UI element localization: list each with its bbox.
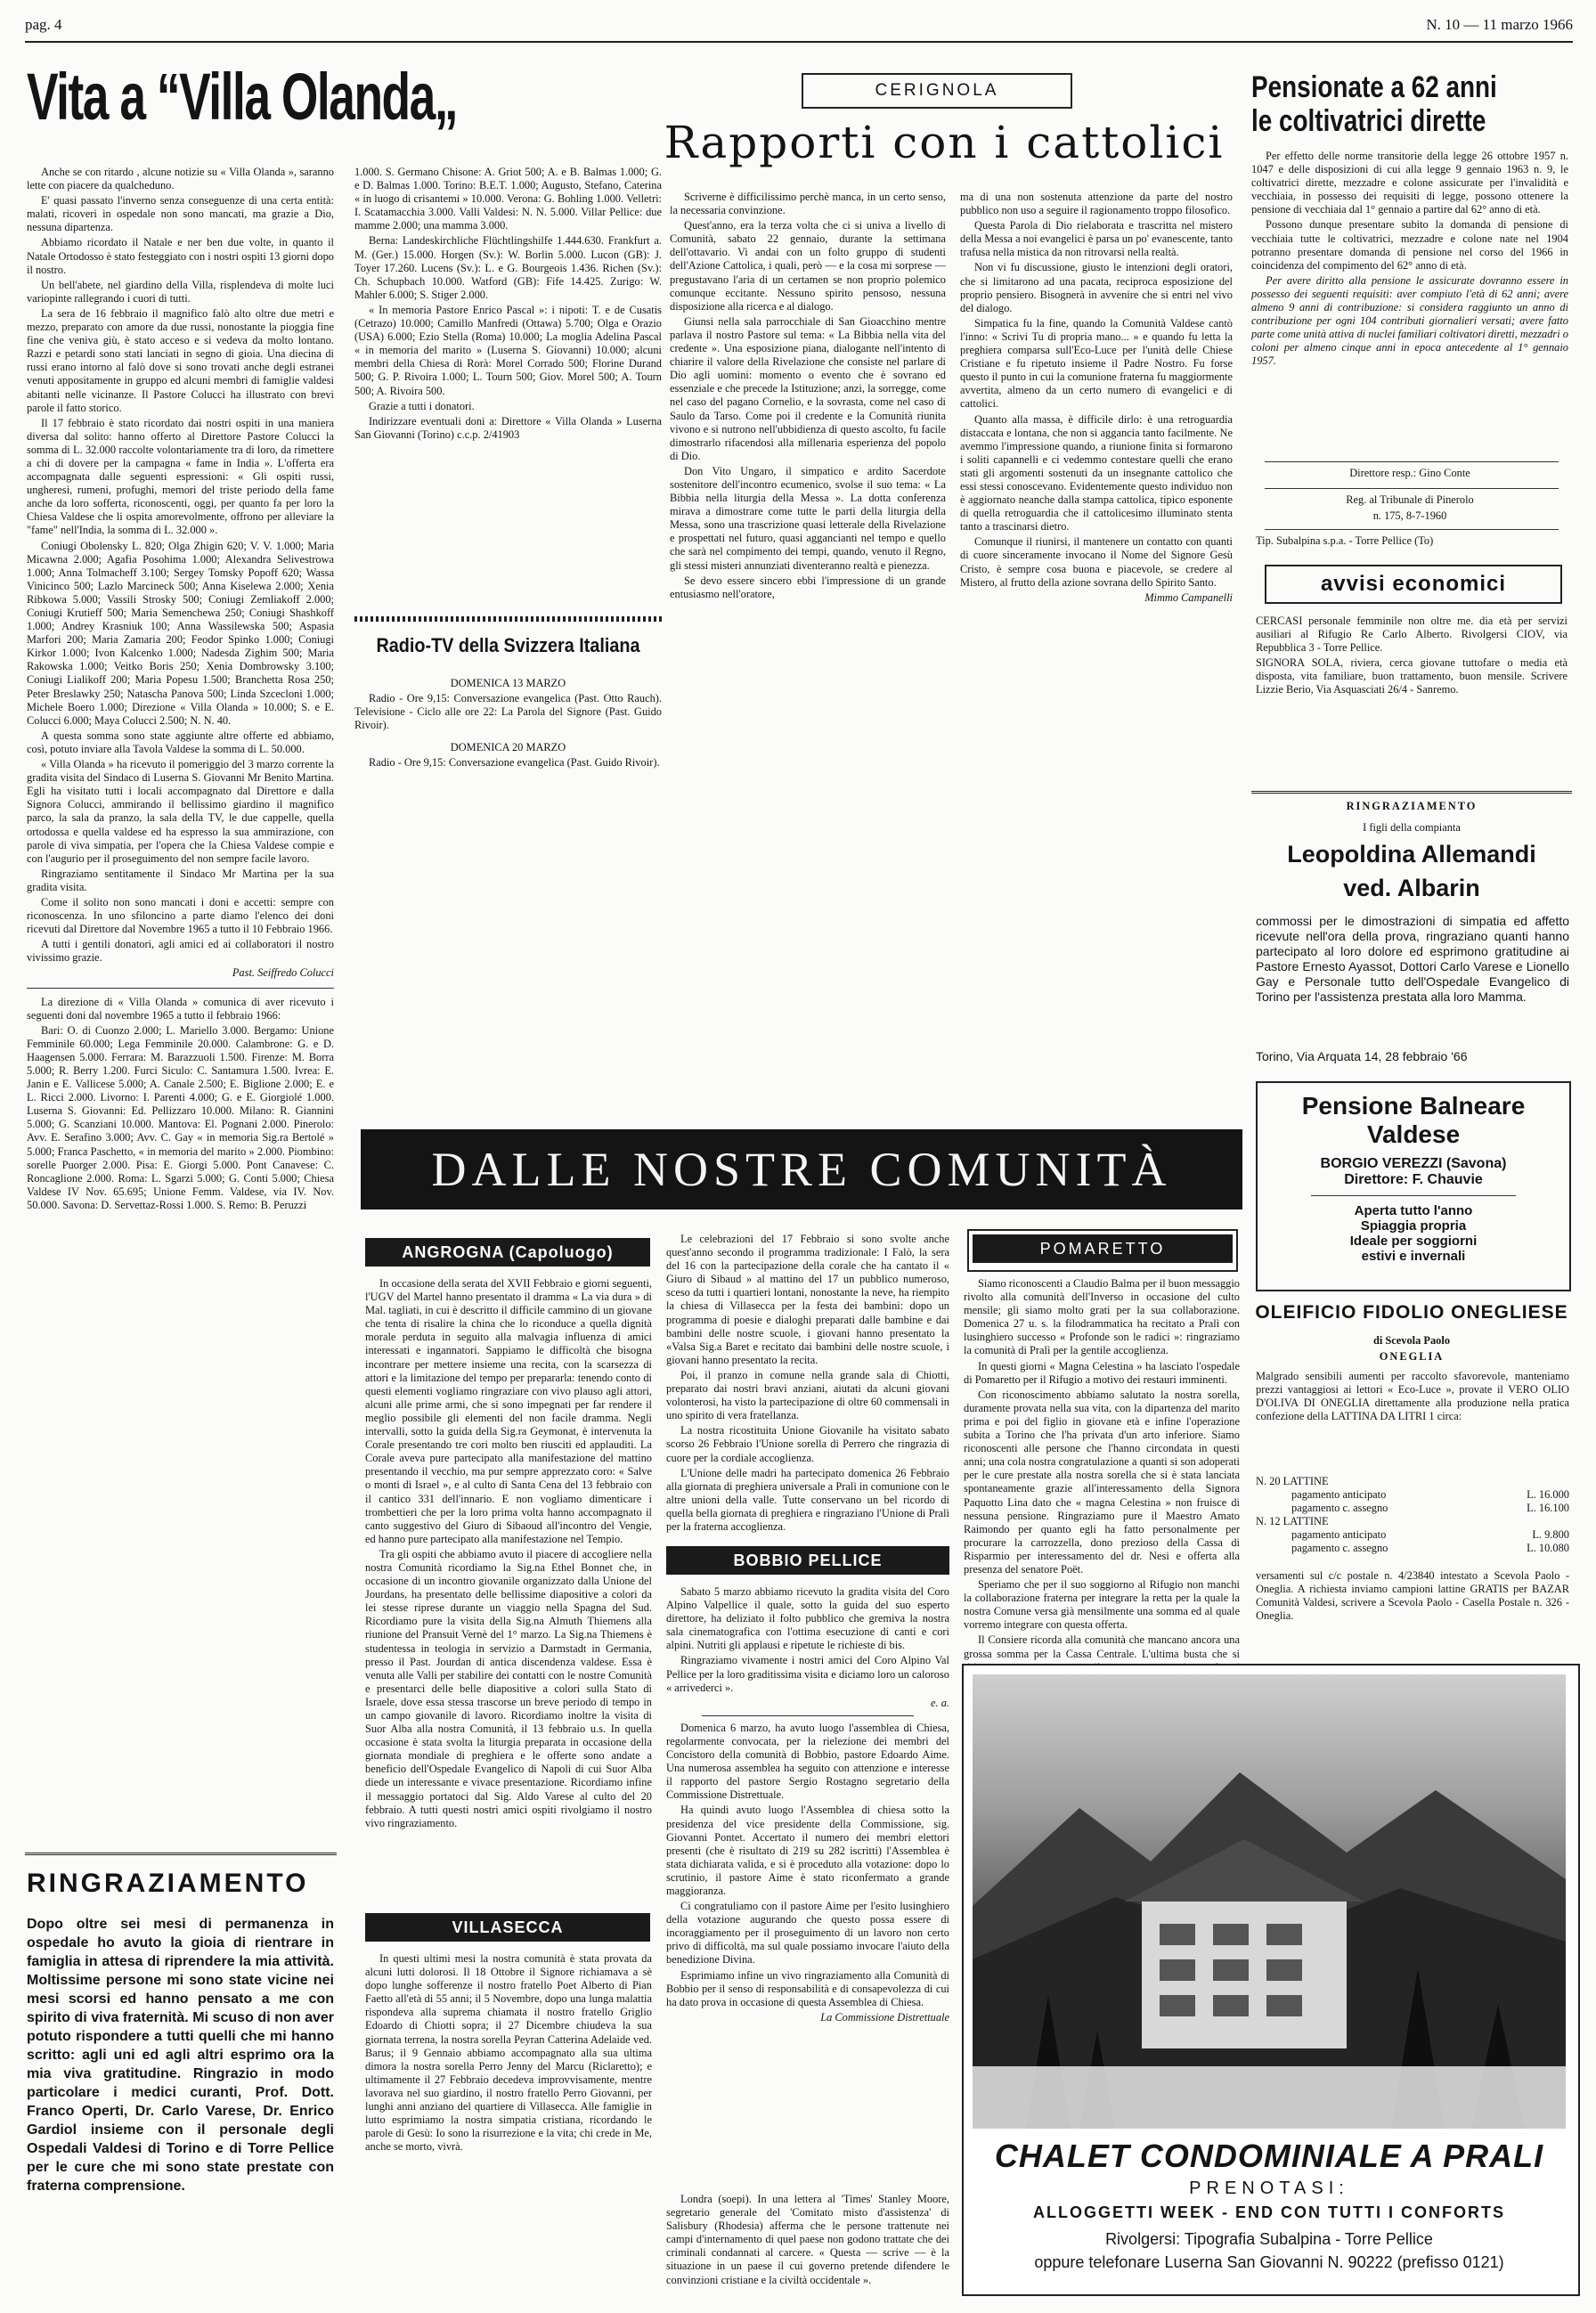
pensione-title: Valdese xyxy=(1366,1120,1461,1148)
villasecca-body xyxy=(365,1952,652,2291)
oleificio-price-table xyxy=(1256,1475,1569,1568)
printer-line: Tip. Subalpina s.p.a. - Torre Pellice (To) xyxy=(1256,534,1434,547)
header-rule xyxy=(25,41,1573,43)
comunita-banner: DALLE NOSTRE COMUNITÀ xyxy=(361,1129,1242,1209)
radio-item: Radio - Ore 9,15: Conversazione evangelica (Past. Otto Rauch). Televisione - Ciclo alle ore 22: La Parola del Signore (Past. Guido Rivoir). xyxy=(354,692,662,732)
radio-schedule xyxy=(354,677,662,891)
cerignola-paragraph: ma di una non sostenuta attenzione da parte del nostro pubblico non uso a seguire il ragionamento troppo filosofico. xyxy=(960,191,1233,217)
pensione-director: Direttore: F. Chauvie xyxy=(1344,1172,1483,1187)
bobbio-paragraph: Esprimiamo infine un vivo ringraziamento alla Comunità di Bobbio per il senso di responsabilità e di consapevolezza di cui ha dato prova in occasione di questa Assemblea di Chiesa. xyxy=(666,1968,949,2008)
oleificio-foot: versamenti sul c/c postale n. 4/23840 intestato a Scevola Paolo - Oneglia. A richiesta inviamo campioni lattine GRATIS per BAZAR Comunità Valdesi, scrivere a Scevola Paolo - Casella Postale n. 326 - Oneglia. xyxy=(1256,1569,1569,1623)
chalet-photo xyxy=(973,1674,1566,2129)
pensione-title: Pensione Balneare xyxy=(1301,1092,1526,1120)
angrogna-paragraph: Tra gli ospiti che abbiamo avuto il piacere di accogliere nella nostra Comunità ricordiamo la Sig.na Ethel Bonnet che, in occasione di un incontro giovanile organizzato dalla Unione del Jourdans, ha presentato delle bellissime diapositive a colori da lei stesse riprese durante un viaggio nella Spagna del Sud. Ricordiamo pure la visita della Sig.na Almuth Thiemens alla riunione del Pransuit Vernè del 1° marzo. La Sig.na Thiemens è studentessa in teologia in servizio a Darmstadt in Germania, presso il Past. Jourdan di antica discendenza valdese. Essa è venuta alle Valli per stabilire dei contatti con le nostre Comunità e presentarci delle belle diapositive a colori sulla Stato di Israele, dove essa stessa trascorse un breve periodo di tempo in un campo giovanile di lavoro. Ricordiamo inoltre la visita di Suor Alba alla nostra Comunità, il 13 febbraio u.s. In quella occasione è stata svolta la liturgia preparata in occasione della giornata mondiale di preghiera e le offerte sono andate a beneficio dell'Ospedale Evangelico di Napoli di cui Suor Alba diede un interessante e vivace presentazione. Ricordiamo infine il messaggio portatoci dal Sig. Aldo Varese al culto del 20 febbraio. A tutti questi nostri amici ospiti rivolgiamo il nostro vivo ringraziamento. xyxy=(365,1547,652,1829)
cerignola-paragraph: Don Vito Ungaro, il simpatico e ardito Sacerdote sostenitore dell'incontro ecumenico, svolse il suo tema: « La Bibbia nella liturgia della Messa ». La dotta conferenza mirava a dimostrare come tutte le parti della liturgia della Messa, sono una trascrizione quasi letterale della Rivelazione e prospettati nel futuro, quasi aggancianti nel tempo e quello che sarà nel compimento dei tempi, quando, venuto il Regno, gli stessi misteri annunziati diventeranno realtà e pienezza. xyxy=(670,464,946,572)
londra-news xyxy=(666,2193,949,2298)
divider xyxy=(1311,1195,1516,1196)
vita-paragraph: Anche se con ritardo , alcune notizie su « Villa Olanda », saranno lette con piacere da qualcheduno. xyxy=(27,166,334,192)
vita-paragraph: Come il solito non sono mancati i doni e accetti: sempre con riconoscenza. In uno sfiloncino a parte diamo l'elenco dei doni ricevuti dal Direttore dal Novembre 1965 a tutto il 10 Febbraio 1966. xyxy=(27,895,334,936)
price-label: pagamento anticipato xyxy=(1291,1528,1387,1542)
cerignola-paragraph: Giunsi nella sala parrocchiale di San Gioacchino mentre parlava il nostro Pastore sul tema: « La Bibbia nella vita del credente ». Una esposizione piana, dialogante nell'intento di chiarire il valore della Rivelazione che consiste nel parlare di Dio agli uomini: momento o evento che è sovrano ed essenziale e che precede la Istituzione; anzi, la sorregge, come nel caso del pagano Cornelio, e la sovrasta, come nel caso di Saulo da Tarso. Come poi il credente e la Comunità riunita vivono e si nutrono nell'ubbidienza di questo ascolto, fu facile dimostrarlo rifacendosi alla millenaria esperienza del popolo di Dio. xyxy=(670,314,946,462)
cerignola-paragraph: Non vi fu discussione, giusto le intenzioni degli oratori, che si limitarono ad una pacata, reciproca esposizione del proprio pensiero. Bisognerà in avvenire che si entri nel vivo del dialogo. xyxy=(960,261,1233,314)
cerignola-column-2 xyxy=(960,191,1233,1117)
price-label: N. 20 LATTINE xyxy=(1256,1475,1329,1487)
pensione-line: Spiaggia propria xyxy=(1360,1218,1467,1234)
divider xyxy=(354,616,662,622)
middle-paragraph: La nostra ricostituita Unione Giovanile ha visitato sabato scorso 26 Febbraio l'Unione sorella di Perrero che ringrazia di cuore per la cordiale accoglienza. xyxy=(666,1424,949,1464)
pensione-line: Aperta tutto l'anno xyxy=(1354,1203,1473,1218)
chalet-ad xyxy=(962,1664,1580,2296)
issue-date: N. 10 — 11 marzo 1966 xyxy=(1426,16,1573,33)
registration-2: n. 175, 8-7-1960 xyxy=(1372,509,1447,522)
price-row xyxy=(1256,1502,1569,1515)
divider xyxy=(1265,529,1559,530)
pensione-ad xyxy=(1256,1081,1571,1291)
radio-day: DOMENICA 13 MARZO xyxy=(450,677,566,689)
ringraziamento-title: RINGRAZIAMENTO xyxy=(27,1869,309,1898)
avvisi-list xyxy=(1256,615,1568,784)
cerignola-signature: Mimmo Campanelli xyxy=(1144,590,1233,604)
pensione-line: estivi e invernali xyxy=(1361,1249,1466,1264)
cerignola-headline: Rapporti con i cattolici xyxy=(664,117,1225,168)
divider xyxy=(1251,791,1572,794)
vita-donations-cont: 1.000. S. Germano Chisone: A. Griot 500; A. e B. Balmas 1.000; G. e D. Balmas 1.000. Torino: B.E.T. 1.000; Augusto, Stefano, Caterina « in luogo di crisantemi » 10.000. Verona: G. Bohling 1.000. Velletri: I. Scatamacchia 3.000. Valli Valdesi: N. N. 5.000. Villar Pellice: due mamme 2.000; una mamma 3.000. xyxy=(354,166,662,232)
avvisi-title: avvisi economici xyxy=(1265,565,1562,604)
pensionate-paragraph: Possono dunque presentare subito la domanda di pensione di vecchiaia tutte le coltivatrici, mezzadre e colone nate nel 1904 potranno presentare domanda di pensione nel corso del 1966 in coincidenza del compimento del 62° anno di età. xyxy=(1251,218,1568,272)
angrogna-body xyxy=(365,1277,652,1883)
chalet-line: Rivolgersi: Tipografia Subalpina - Torre Pellice xyxy=(1105,2230,1433,2248)
ringraziamento-right-name: ved. Albarin xyxy=(1343,875,1480,901)
ringraziamento-body: Dopo oltre sei mesi di permanenza in ospedale ho avuto la gioia di rientrare in famiglia in attesa di riprendere la mia attività. Moltissime persone mi sono state vicine nei mesi scorsi ed hanno pensato a me con spirito di viva fraternità. Mi scuso di non aver potuto rispondere a tutti quelli che mi hanno scritto: agli uni ed agli altri esprimo ora la mia viva gratitudine. Ringrazio in modo particolare i medici curanti, Prof. Dott. Franco Operti, Dr. Carlo Varese, Dr. Enrico Gardiol insieme con il personale degli Ospedali Valdesi di Torino e di Torre Pellice per le cure che mi sono state prestate con fraterna comprensione. xyxy=(27,1917,334,2194)
vita-paragraph: A questa somma sono state aggiunte altre offerte ed abbiamo, così, potuto inviare alla Tavola Valdese la somma di L. 50.000. xyxy=(27,729,334,755)
pensione-location: BORGIO VEREZZI (Savona) xyxy=(1320,1156,1507,1171)
ringraziamento-right-title: RINGRAZIAMENTO xyxy=(1346,800,1478,812)
ringraziamento-right-place: Torino, Via Arquata 14, 28 febbraio '66 xyxy=(1256,1049,1468,1063)
middle-paragraph: Le celebrazioni del 17 Febbraio si sono svolte anche quest'anno secondo il programma tradizionale: I Falò, la sera del 16 con la partecipazione della corale che ha cantato il « Giuro di Sibaud » al mattino del 17 un pubblico numeroso, sceso da tutti i quartieri lontani, nonostante la neve, ha riempito la chiesa di Villasecca per la festa dei bambini: dopo un programma di poesie e dialoghi preparati dalle bambine e dai bambini delle nostre scuole, i giovani hanno presentato la «Valsa Sig.a Baret e recitato dai bambini delle nostre scuole, i giovani hanno presentato la recita. xyxy=(666,1233,949,1366)
oleificio-title: OLEIFICIO FIDOLIO ONEGLIESE xyxy=(1255,1302,1568,1323)
ringraziamento-right-intro: I figli della compianta xyxy=(1363,821,1461,834)
cerignola-paragraph: Comunque il riunirsi, il mantenere un contatto con quanti di cuore sinceramente invocano il Nome del Signore Gesù Cristo, è sempre cosa buona e piacevole, se credere al Mistero, al frutto della azione sovrana dello Spirito Santo. xyxy=(960,535,1233,589)
middle-paragraph: Poi, il pranzo in comune nella grande sala di Chiotti, preparato dai nostri bravi anziani, aiutati da alcuni giovani volonterosi, ha visto la partecipazione di oltre 60 commensali in uno spirito di vera fratellanza. xyxy=(666,1368,949,1422)
price-label: pagamento c. assegno xyxy=(1291,1502,1388,1515)
price-label: pagamento anticipato xyxy=(1291,1488,1387,1502)
pomaretto-paragraph: Siamo riconoscenti a Claudio Balma per il buon messaggio rivolto alla comunità dell'Inverso in occasione del culto mensile; gli siamo molto grati per la sua collaborazione. Domenica 27 u. s. la filodrammatica ha recitato a Pralì con lusinghiero successo « Profonde son le radici »: ringraziamo la comunità di Pralì per la gentile accoglienza. xyxy=(964,1277,1240,1357)
cerignola-paragraph: Se devo essere sincero ebbi l'impressione di un grande entusiasmo nell'oratore, xyxy=(670,574,946,600)
londra-paragraph: Londra (soepi). In una lettera al 'Times' Stanley Moore, segretario generale del 'Comitato misto d'assistenza' di Salisbury (Rhodesia) afferma che le persone trattenute nei campi d'internamento di quel paese non godono trattate che dei criminali condannati al carcere. « Questa — scrive — è la situazione in un paese il cui governo pretende difendere le convinzioni cristiane e la civiltà occidentale ». xyxy=(666,2193,949,2286)
cerignola-paragraph: Scriverne è difficilissimo perchè manca, in un certo senso, la necessaria convinzione. xyxy=(670,191,946,217)
vita-donations-memoria: « In memoria Pastore Enrico Pascal »: i nipoti: T. e de Cusatis (Cetrazo) 10.000; Camillo Manfredi (Ottawa) 5.700; Olga e Orazio (USA) 6.000; Ezio Stella (Roma) 10.000; La moglia Adelina Pascal « in memoria del marito » (Luserna S. Giovanni) 10.000; alcuni membri della Chiesa di Rorà: Morel Corrado 500; Florine Durand 500; G. P. Rivoira 1.000; L. Tourn 500; Giov. Morel 500; A. Tourn 500; A. Rivoira 500. xyxy=(354,303,662,397)
pomaretto-paragraph: Con riconoscimento abbiamo salutato la nostra sorella, duramente provata nella sua vita, con la dipartenza del marito prima e poi del figlio in giovane età e infine l'operazione subita a Torino che l'ha privata d'un arto inferiore. Siamo riconoscenti alle persone che l'hanno circondata in questi anni; una cola nostra congratulazione a quanti si son adoperati per le cure prestate alla nostra sorella che si è stata lanciata spontaneamente grazie all'interessamento della Signora Paquotto Lina dato che « magna Celestina » non fruisce di nessuna pensione. Ringraziamo pure il Maestro Amato Raimondo per quanto egli ha fatto personalmente per procurare la carrozzella, dono prezioso della Cassa di Risparmio per interessamento del dr. Nesi e offerta alla presenza del senatore Poët. xyxy=(964,1388,1240,1576)
price-row xyxy=(1256,1475,1569,1488)
mountain-illustration xyxy=(973,1674,1566,2129)
cerignola-paragraph: Quest'anno, era la terza volta che ci si univa a livello di Comunità, sabato 22 gennaio, durante la settimana dell'ottavario. Vi andai con un folto gruppo di studenti dell'Azione Cattolica, i quali, però — e la cosa mi sorprese — pregustavano l'aria di un certamen se non proprio polemico comunque eccitante. Nessuno spirito pensoso, nessuna disposizione alla ricerca e al dialogo. xyxy=(670,219,946,313)
vita-paragraph: « Villa Olanda » ha ricevuto il pomeriggio del 3 marzo corrente la gradita visita del Sindaco di Luserna S. Giovanni Mr Benito Martina. Egli ha visitato tutti i locali accompagnato dal Direttore e dalla Signora Colucci, ammirando il bellissimo giardino il magnifico parco, la sala da pranzo, la sala della TV, le due cappelle, quella ortodossa e quella valdese ed ha espresso la sua ammirazione, con parole di viva simpatia, per l'opera che la Chiesa Valdese compie e con l'augurio per il proseguimento del non sempre facile lavoro. xyxy=(27,758,334,865)
cerignola-column-1 xyxy=(670,191,946,1117)
vita-column-1 xyxy=(27,166,334,1457)
pomaretto-title: POMARETTO xyxy=(973,1234,1233,1263)
vita-paragraph: A tutti i gentili donatori, agli amici ed ai collaboratori il nostro vivissimo grazie. xyxy=(27,938,334,965)
bobbio-signature: e. a. xyxy=(931,1696,949,1709)
director-line: Direttore resp.: Gino Conte xyxy=(1349,467,1470,479)
divider xyxy=(25,1853,337,1855)
vita-signature: Past. Seiffredo Colucci xyxy=(232,966,334,980)
vita-paragraph: Ringraziamo sentitamente il Sindaco Mr Martina per la sua gradita visita. xyxy=(27,867,334,893)
bobbio-title: BOBBIO PELLICE xyxy=(666,1546,949,1575)
cerignola-paragraph: Quanto alla massa, è difficile dirlo: è una retroguardia distaccata e lontana, che non si aggancia tanto facilmente. Ne avemmo l'impressione quando, a riunione finita si formarono i soliti capannelli e ci vedemmo contestare quelli che erano stati gli argomenti sostenuti da un insegnante cattolico che essi stessi conoscevano. Evidentemente questo individuo non è aggiornato neanche dalla stampa cattolica, tipico esponente di quella retroguardia che il cattolicesimo illuminato stenta tanto a trascinarsi dietro. xyxy=(960,412,1233,533)
vita-donations: Bari: O. di Cuonzo 2.000; L. Mariello 3.000. Bergamo: Unione Femminile 60.000; Lega Femminile 20.000. Calambrone: G. e D. Haagensen 5.000. Ferrara: M. Barazzuoli 1.500. Firenze: M. Borra 5.000; R. Berry 1.200. Furci Siculo: C. Santamura 1.500. Ivrea: E. Janin e E. Vallicese 5.000; A. Canale 2.500; E. Biglione 2.000; E. e L. Ricci 2.000. Livorno: I. Parenti 4.000; G. e E. Giorgiolé 1.000. Luserna S. Giovanni: Ed. Pellizzaro 10.000. Milano: R. Giannini 5.000; G. Scanziani 10.000. Mantova: El. Pognani 2.000. Pinerolo: Avv. E. Serafino 3.000; Avv. C. Gay « in memoria Sig.ra Bertolé » 5.000; Franca Paschetto, « in memoria del marito » 2.000. Piombino: sorelle Puorger 2.000. Pisa: E. Giorgi 5.000. Pont Canavese: C. Roncaglione 2.000. Roma: L. Sgarzi 5.000; G. Conti 5.000; Chiesa Valdese IV Nov. 65.695; Unione Femm. Valdese, via IV. Nov. 50.000. Savona: D. Servettaz-Rossi 1.000. S. Remo: B. Peruzzi xyxy=(27,1023,334,1211)
price-row xyxy=(1256,1542,1569,1555)
bobbio-paragraph: Ha quindi avuto luogo l'Assemblea di chiesa sotto la presidenza del vice presidente della Commissione, sig. Giovanni Pontet. Accertato il numero dei membri elettori presenti (che è risultato di 219 su 282 iscritti) l'Assemblea è stata dichiarata valida, e si è proceduto alla votazione: dopo lo scrutinio, il pastore Aime è stato riconfermato a grande maggioranza. xyxy=(666,1804,949,1897)
angrogna-paragraph: In occasione della serata del XVII Febbraio e giorni seguenti, l'UGV del Martel hanno presentato il dramma « La via dura » di Mal. tagliati, in cui è descritto il difficile cammino di un giovane che tenta di risalire la china che lo riconduce a quella dignità morale perduta in seguito alla malvagia influenza di amici interessati e ingannatori. Sappiamo le difficoltà che bisogna incontrare per mettere insieme una recita, con la scarsezza di attori e la limitazione del tempo per prepararla: tenendo conto di questi elementi vogliamo ringraziare con vivo plauso agli attori, alcuni alle prime armi, che si sono impegnati per far rendere il meglio possibile gli elementi del non facile dramma. Negli intervalli, sotto la guida della Sig.ra Geymonat, è intervenuta la Corale presentando tre cori molto ben riusciti ed applauditi. La Corale aveva pure partecipato alla manifestazione del mattino presentando il vecchio, ma pur sempre apprezzato coro: « Salve o monti di Israel », e al culto di Santa Cena del 13 febbraio con il cantico 331 dell'innario. E non vogliamo dimenticare i trombettieri che per la loro prima volta hanno accompagnato il canto suggestivo del Giuro di Sibaoud all'incontro del Vengie, ed hanno pure partecipato alla manifestazione nel Tempio. xyxy=(365,1277,652,1545)
bobbio-paragraph: Domenica 6 marzo, ha avuto luogo l'assemblea di Chiesa, regolarmente convocata, per la rielezione dei membri del Concistoro della comunità di Bobbio, pastore Edoardo Aime. Una numerosa assemblea ha seguito con attenzione e interesse il rapporto del pastore Sergio Rostagno segretario della Commissione Distrettuale. xyxy=(666,1721,949,1802)
bobbio-signature: La Commissione Distrettuale xyxy=(820,2010,949,2024)
villasecca-paragraph: In questi ultimi mesi la nostra comunità è stata provata da alcuni lutti dolorosi. Il 18 Ottobre il Signore richiamava a sè dopo lunghe sofferenze il nostro fratello Poet Alberto di Pian Faetto all'età di 55 anni; il 5 Novembre, dopo una lunga malattia rispondeva alla suprema chiamata il nostro fratello Griglio Edoardo di Chiotti sopra; il 27 Dicembre chiudeva la sua giornata terrena, la nostra sorella Peyran Catterina Adelaide ved. Barus; il 9 Gennaio abbiamo accompagnato alla sua ultima dimora la nostra sorella Perro Jenny del Marcu (Riclaretto); e ultimamente il 27 Febbraio decedeva improvvisamente, mentre lavorava nel suo giardino, il nostro fratello Perro Giovanni, per lunghi anni anziano del quartiere di Villasecca. Alle famiglie in lutto esprimiamo la nostra simpatia cristiana, ricordando le parole di Gesù: Io sono la risurrezione e la vita; chi crede in Me, anche se morto, vivrà. xyxy=(365,1952,652,2154)
angrogna-title: ANGROGNA (Capoluogo) xyxy=(365,1238,650,1266)
divider xyxy=(702,1715,914,1716)
pomaretto-title-box xyxy=(967,1229,1238,1272)
ringraziamento-right-name: Leopoldina Allemandi xyxy=(1287,841,1536,867)
chalet-prenotasi: PRENOTASI: xyxy=(1189,2179,1349,2198)
radio-title: Radio-TV della Svizzera Italiana xyxy=(376,634,640,656)
vita-donations-foreign: Berna: Landeskirchliche Flüchtlingshilfe 1.444.630. Frankfurt a. M. (Ger.) 15.000. Horgen (Sv.): W. Borlin 5.000. Lucon (GB): J. Toyer 17.260. Lucens (Sv.): L. e G. Bourgeois 1.436. Richen (Sv.): Ch. Schupbach 10.000. Watford (GB): Fife 14.425. Zurigo: W. Mahler 6.000; S. Stiger 2.000. xyxy=(354,234,662,301)
chalet-line: oppure telefonare Luserna San Giovanni N. 90222 (prefisso 0121) xyxy=(1034,2253,1504,2271)
price-row xyxy=(1256,1488,1569,1502)
comunita-middle xyxy=(666,1233,949,1541)
chalet-line: ALLOGGETTI WEEK - END CON TUTTI I CONFORTS xyxy=(1033,2203,1505,2221)
bobbio-body xyxy=(666,1585,949,2280)
price-value: L. 16.100 xyxy=(1527,1502,1569,1515)
vita-paragraph: Un bell'abete, nel giardino della Villa, risplendeva di molte luci variopinte rallegrando i cuori di tutti. xyxy=(27,278,334,305)
divider xyxy=(1265,461,1559,462)
bobbio-paragraph: Ringraziamo vivamente i nostri amici del Coro Alpino Val Pellice per la loro graditissima visita e diciamo loro un caloroso « arrivederci ». xyxy=(666,1654,949,1694)
divider xyxy=(1265,488,1559,489)
pensionate-headline-2: le coltivatrici dirette xyxy=(1251,105,1486,138)
vita-paragraph: Coniugi Obolensky L. 820; Olga Zhigin 620; V. V. 1.000; Maria Micawna 2.000; Agafia Posohima 1.000; Alexandra Selivestrowa 1.000; Anna Tolmacheff 3.100; Sergey Tomsky Popoff 620; Wassa Vinicinco 500; Lazlo Marcineck 500; Anna Kiselewa 2.000; Xenia Ribkowa 5.000; Vassili Strosky 500; Coniugi Zemliakoff 2.000; Coniugi Krutieff 500; Maria Semenchewa 250; Coniugi Shashkoff 1.000; Andrey Krasniuk 100; Anna Wassilewska 500; Aspasia Marfori 200; Maria Zamaria 200; Feodor Spinko 1.000; Coniugi Kirkor 1.000; Ivon Kalcenko 1.000; Nadesda Zighim 500; Maria Rakowska 1.000; Veitko Boris 250; Xenia Dombrowsky 3.100; Coniugi Lialikoff 200; Maria Popesu 1.500; Branchetta Rosa 250; Peter Breslawky 250; Natascha Panova 500; Linda Szcecloni 1.000; Michele Boero 1.000; Direzione « Villa Olanda » 10.000; S. e E. Colucci 6.000; Maya Colucci 2.500; N. N. 40. xyxy=(27,539,334,727)
vita-paragraph: Il 17 febbraio è stato ricordato dai nostri ospiti in una maniera diversa dal solito: hanno offerto al Direttore Pastore Colucci la somma di L. 32.000 raccolte volontariamente tra di loro, da rimettere a chi di dovere per la campagna « fame in India ». L'offerta era accompagnata dalle seguenti espressioni: « Gli ospiti russi, ungheresi, rumeni, profughi, memori del triste periodo della fame anche da loro sofferta, riconoscenti, oggi, per quanto fa per loro la Chiesa Valdese che li ospita amorevolmente, offrono per alleviare la "fame" nell'India, la somma di L. 32.000 ». xyxy=(27,416,334,537)
vita-thanks: Grazie a tutti i donatori. xyxy=(369,399,475,412)
pensionate-body xyxy=(1251,150,1568,452)
vita-paragraph: E' quasi passato l'inverno senza conseguenze di una certa entità: malati, ricoveri in ospedale non sono mancati, ma grazie a Dio, nessuna dipartenza. xyxy=(27,194,334,234)
radio-item: Radio - Ore 9,15: Conversazione evangelica (Past. Guido Rivoir). xyxy=(369,756,660,770)
bobbio-paragraph: Sabato 5 marzo abbiamo ricevuto la gradita visita del Coro Alpino Valpellice il quale, sotto la guida del suo esperto direttore, ha deliziato il folto pubblico che gremiva la nostra sala cinematografica con l'ottima esecuzione di canti e cori alpini. Nutriti gli applausi e ripetute le richieste di bis. xyxy=(666,1585,949,1652)
pomaretto-paragraph: In questi giorni « Magna Celestina » ha lasciato l'ospedale di Pomaretto per il Rifugio a motivo dei restauri imminenti. xyxy=(964,1359,1240,1386)
vita-column-2 xyxy=(354,166,662,522)
pomaretto-paragraph: Speriamo che per il suo soggiorno al Rifugio non manchi la collaborazione fraterna per integrare la retta per la quale la nostra Comune versa già mensilmente una somma ed al quale vorremo integrare con questa offerta. xyxy=(964,1578,1240,1632)
middle-paragraph: L'Unione delle madri ha partecipato domenica 26 Febbraio alla giornata di preghiera universale a Pralì in comunione con le altre unioni della valle. Tutte conservano un bel ricordo di quella bella giornata di preghiera e ringraziano l'Unione di Pralì per la fraterna accoglienza. xyxy=(666,1466,949,1533)
chalet-title: CHALET CONDOMINIALE A PRALI xyxy=(994,2138,1544,2174)
price-label: N. 12 LATTINE xyxy=(1256,1515,1329,1528)
oleificio-body: Malgrado sensibili aumenti per raccolto sfavorevole, manteniamo prezzi vantaggiosi ai lettori « Eco-Luce », provate il VERO OLIO D'OLIVA DI ONEGLIA direttamente alla produzione nella pratica confezione della LATTINA DA LITRI 1 circa: xyxy=(1256,1370,1569,1423)
price-row xyxy=(1256,1528,1569,1542)
price-label: pagamento c. assegno xyxy=(1291,1542,1388,1555)
cerignola-paragraph: Simpatica fu la fine, quando la Comunità Valdese cantò l'inno: « Scrivi Tu di propria mano... » e quando fu letta la preghiera comparsa sull'Eco-Luce per l'unità delle Chiese Cristiane e fu ripetuto insieme il Padre Nostro. Fu forse questo il punto in cui la comunione fraterna fu maggiormente avvertita, almeno da un certo numero di evangelici e di cattolici. xyxy=(960,316,1233,411)
pensionate-paragraph: Per avere diritto alla pensione le assicurate dovranno essere in possesso dei seguenti requisiti: aver compiuto l'età di 62 anni; avere almeno 9 anni di contribuzione: si considera raggiunto un anno di contribuzione per ogni 104 contributi giornalieri versati; avere fatto parte come unità attiva di nuclei familiari coltivatori diretti, mezzadri o coloni per almeno cinque anni in epoca antecedente al 1° gennaio 1957. xyxy=(1251,273,1568,368)
price-value: L. 10.080 xyxy=(1527,1542,1569,1555)
pensione-line: Ideale per soggiorni xyxy=(1349,1234,1478,1249)
oleificio-sub: ONEGLIA xyxy=(1379,1350,1445,1363)
price-row xyxy=(1256,1515,1569,1528)
vita-address: Indirizzare eventuali doni a: Direttore « Villa Olanda » Luserna San Giovanni (Torino) c.c.p. 2/41903 xyxy=(354,414,662,441)
avviso-item: CERCASI personale femminile non oltre me. dia età per servizi ausiliari al Rifugio Re Carlo Alberto. Rivolgersi CIOV, via Repubblica 3 - Torre Pellice. xyxy=(1256,615,1568,655)
cerignola-label: CERIGNOLA xyxy=(802,73,1072,109)
avviso-item: SIGNORA SOLA, riviera, cerca giovane tuttofare o media età disposta, vita familiare, buon trattamento, buon mensile. Scrivere Lizzie Berio, Via Asquasciati 26/4 - Sanremo. xyxy=(1256,656,1568,696)
cerignola-paragraph: Questa Parola di Dio rielaborata e trascritta nel mistero della Messa a noi evangelici è parsa un po' evanescente, tanto trafusa nella mistica da non ritrovarsi nella realtà. xyxy=(960,219,1233,259)
page-number: pag. 4 xyxy=(25,16,62,33)
radio-day: DOMENICA 20 MARZO xyxy=(450,741,566,754)
pensionate-headline-1: Pensionate a 62 anni xyxy=(1251,71,1497,104)
vita-headline: Vita a “Villa Olanda„ xyxy=(27,61,458,134)
price-value: L. 16.000 xyxy=(1527,1488,1569,1502)
pomaretto-paragraph: Il Consiere ricorda alla comunità che mancano ancora una grossa somma per la Cassa Centrale. L'ultima busta che si xyxy=(964,1633,1240,1660)
divider xyxy=(27,988,334,989)
villasecca-title: VILLASECCA xyxy=(365,1913,650,1942)
bobbio-paragraph: Ci congratuliamo con il pastore Aime per l'esito lusinghiero della votazione augurando che questo possa essere di incoraggiamento per il proseguimento di un lavoro non certo privo di difficoltà, ma sul quale possiamo invocare l'aiuto della benedizione Divina. xyxy=(666,1900,949,1967)
ringraziamento-right-body: commossi per le dimostrazioni di simpatia ed affetto ricevute nell'ora della prova, ringraziano quanti hanno partecipato al loro dolore ed esprimono gratitudine ai Pastore Ernesto Ayassot, Dottori Carlo Varese e Lionello Gay e Personale tutto dell'Ospedale Evangelico di Torino per l'assistenza prestata alla loro Mamma. xyxy=(1256,914,1569,1004)
vita-donations-intro: La direzione di « Villa Olanda » comunica di aver ricevuto i seguenti doni dal novembre 1965 a tutto il febbraio 1966: xyxy=(27,995,334,1022)
registration-1: Reg. al Tribunale di Pinerolo xyxy=(1346,493,1474,506)
price-value: L. 9.800 xyxy=(1532,1528,1569,1542)
vita-paragraph: La sera de 16 febbraio il magnifico falò alto oltre due metri e mezzo, preparato con amore da due russi, nonostante la pioggia fine fine che veniva giù, è stato acceso e si vedeva da molto lontano. Razzi e petardi sono stati lanciati in segno di gioia. Una diecina di russi erano intorno al falò dove si sono trovati anche degli estranei venuti appositamente in gruppo ed alcuni membri di famiglie valdesi abitanti nelle vicinanze. Il Pastore Colucci ha illustrato con brevi parole il fatto storico. xyxy=(27,306,334,414)
oleificio-sub: di Scevola Paolo xyxy=(1372,1334,1451,1347)
vita-paragraph: Abbiamo ricordato il Natale e ner ben due volte, in quanto il Natale Ortodosso è stato festeggiato con i nostri ospiti 13 giorni dopo il nostro. xyxy=(27,236,334,276)
pensionate-paragraph: Per effetto delle norme transitorie della legge 26 ottobre 1957 n. 1047 e delle disposizioni di cui alla legge 9 gennaio 1963 n. 9, le coltivatrici dirette, mezzadre e colone assicurate per l'invalidità e vecchiaia, in possesso dei requisiti di legge, possono ottenere la pensione di vecchiaia dal 1° gennaio a partire dal 62° anno di età. xyxy=(1251,150,1568,216)
